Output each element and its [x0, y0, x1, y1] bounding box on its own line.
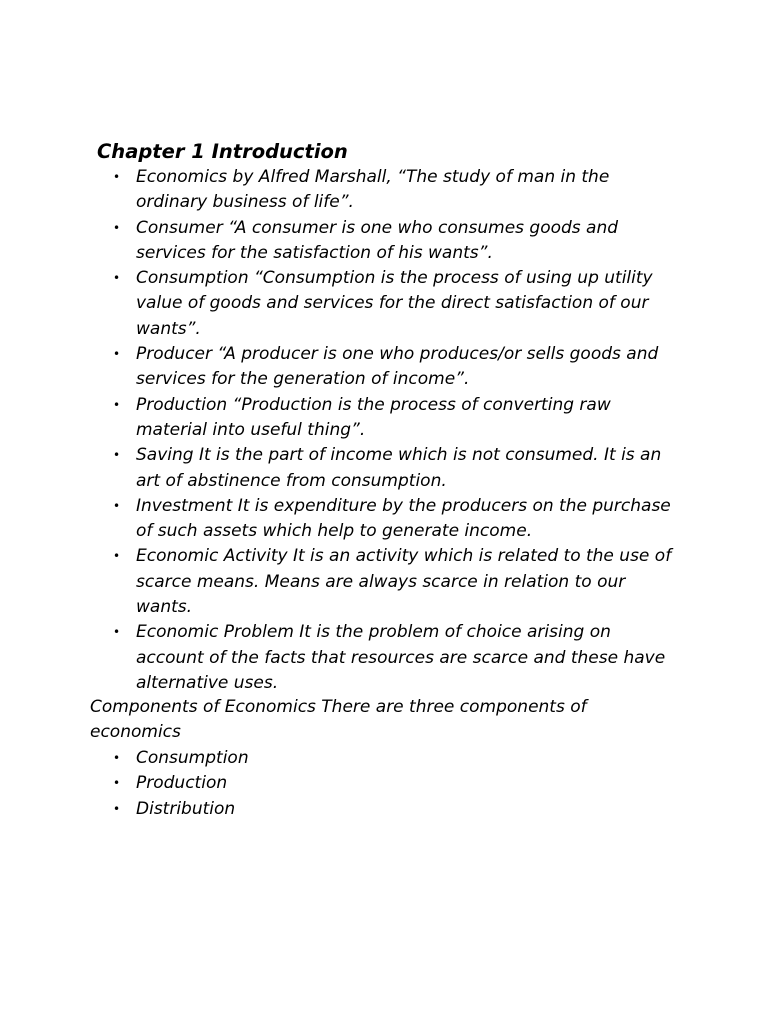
list-item	[0, 797, 672, 822]
bullet-icon: •	[113, 625, 121, 640]
list-item	[0, 342, 672, 393]
definition-text: Saving It is the part of income which is not consumed. It is an art of abstinence from consumption.	[136, 445, 662, 491]
bullet-icon: •	[113, 801, 121, 816]
bullet-icon: •	[113, 549, 121, 564]
definition-text: Producer “A producer is one who produces/or sells goods and services for the generation of income”.	[136, 344, 659, 390]
list-item	[0, 494, 672, 545]
chapter-title: Chapter 1 Introduction	[97, 140, 348, 163]
components-intro: Components of Economics There are three components of economics	[90, 697, 587, 743]
definition-text: Economic Activity It is an activity which is related to the use of scarce means. Means are always scarce in relation to our wants.	[136, 546, 672, 618]
list-item	[0, 620, 672, 696]
list-item	[0, 165, 672, 216]
bullet-icon: •	[113, 220, 121, 235]
list-item	[0, 443, 672, 494]
bullet-icon: •	[113, 498, 121, 513]
bullet-icon: •	[113, 271, 121, 286]
list-item	[0, 266, 672, 342]
definition-text: Economics by Alfred Marshall, “The study of man in the ordinary business of life”.	[136, 167, 610, 213]
definitions-list	[0, 165, 672, 696]
bullet-icon: •	[113, 170, 121, 184]
definition-text: Economic Problem It is the problem of choice arising on account of the facts that resources are scarce and these have alternative uses.	[136, 622, 666, 693]
definition-text: Consumer “A consumer is one who consumes goods and services for the satisfaction of his wants”.	[136, 217, 619, 263]
definition-text: Investment It is expenditure by the producers on the purchase of such assets which help to generate income.	[136, 495, 671, 542]
bullet-icon: •	[113, 776, 121, 791]
definition-text: Consumption “Consumption is the process of using up utility value of goods and services for the direct satisfaction of our wants”.	[136, 268, 653, 339]
components-list	[0, 746, 672, 822]
list-item	[0, 746, 672, 771]
list-item	[0, 216, 672, 267]
bullet-icon: •	[113, 751, 121, 765]
component-text: Consumption	[136, 748, 249, 768]
list-item	[0, 771, 672, 796]
bullet-icon: •	[113, 448, 121, 463]
bullet-icon: •	[113, 397, 121, 412]
list-item	[0, 393, 672, 444]
component-text: Distribution	[136, 798, 236, 819]
list-item	[0, 544, 672, 620]
component-text: Production	[136, 773, 228, 794]
definition-text: Production “Production is the process of converting raw material into useful thing”.	[136, 394, 611, 440]
bullet-icon: •	[113, 347, 121, 362]
